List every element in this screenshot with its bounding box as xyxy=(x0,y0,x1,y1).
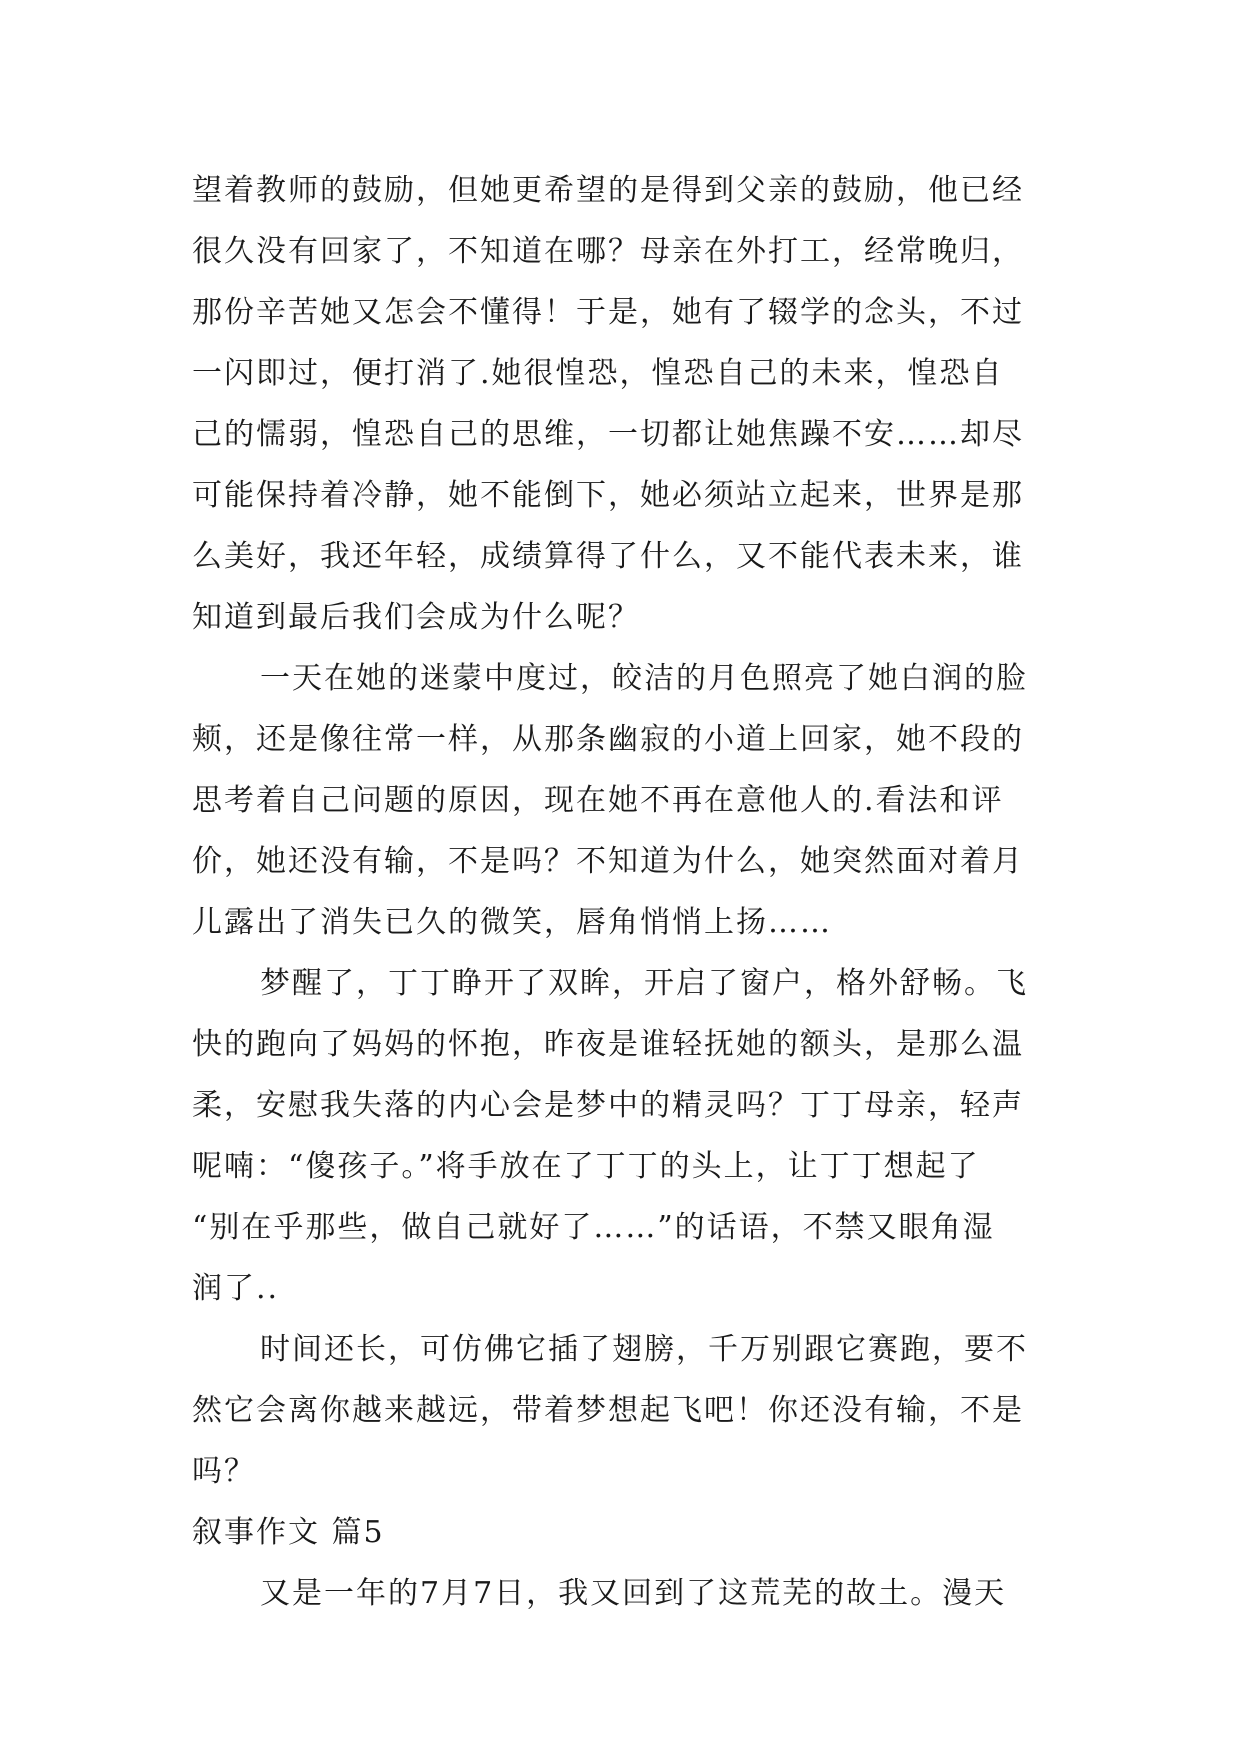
text-line: 一闪即过，便打消了.她很惶恐，惶恐自己的未来，惶恐自 xyxy=(192,356,1004,391)
text-line: 柔，安慰我失落的内心会是梦中的精灵吗？丁丁母亲，轻声 xyxy=(192,1088,1024,1123)
text-line: 那份辛苦她又怎会不懂得！于是，她有了辍学的念头，不过 xyxy=(192,295,1024,330)
text-line: 思考着自己问题的原因，现在她不再在意他人的.看法和评 xyxy=(192,783,1004,818)
document-body xyxy=(192,160,1072,1624)
text-line: 时间还长，可仿佛它插了翅膀，千万别跟它赛跑，要不 xyxy=(260,1332,1028,1367)
text-line: 然它会离你越来越远，带着梦想起飞吧！你还没有输，不是 xyxy=(192,1393,1024,1428)
text-line: 呢喃：“傻孩子。”将手放在了丁丁的头上，让丁丁想起了 xyxy=(192,1149,980,1184)
text-line: 知道到最后我们会成为什么呢？ xyxy=(192,600,640,635)
text-line: 儿露出了消失已久的微笑，唇角悄悄上扬…… xyxy=(192,905,832,940)
text-line: 吗？ xyxy=(192,1454,256,1489)
text-line: 又是一年的7月7日，我又回到了这荒芜的故土。漫天 xyxy=(260,1576,1007,1611)
text-line: 望着教师的鼓励，但她更希望的是得到父亲的鼓励，他已经 xyxy=(192,173,1024,208)
text-line: 一天在她的迷蒙中度过，皎洁的月色照亮了她白润的脸 xyxy=(260,661,1028,696)
text-line: 么美好，我还年轻，成绩算得了什么，又不能代表未来，谁 xyxy=(192,539,1024,574)
text-line: 可能保持着冷静，她不能倒下，她必须站立起来，世界是那 xyxy=(192,478,1024,513)
text-line: 很久没有回家了，不知道在哪？母亲在外打工，经常晚归， xyxy=(192,234,1024,269)
text-line: 梦醒了，丁丁睁开了双眸，开启了窗户，格外舒畅。飞 xyxy=(260,966,1028,1001)
text-line: 润了.. xyxy=(192,1271,280,1306)
text-line: 价，她还没有输，不是吗？不知道为什么，她突然面对着月 xyxy=(192,844,1024,879)
text-line: 快的跑向了妈妈的怀抱，昨夜是谁轻抚她的额头，是那么温 xyxy=(192,1027,1024,1062)
section-heading: 叙事作文 篇5 xyxy=(192,1515,385,1550)
text-line: 颊，还是像往常一样，从那条幽寂的小道上回家，她不段的 xyxy=(192,722,1024,757)
text-line: “别在乎那些，做自己就好了……”的话语，不禁又眼角湿 xyxy=(192,1210,995,1245)
text-line: 己的懦弱，惶恐自己的思维，一切都让她焦躁不安……却尽 xyxy=(192,417,1024,452)
